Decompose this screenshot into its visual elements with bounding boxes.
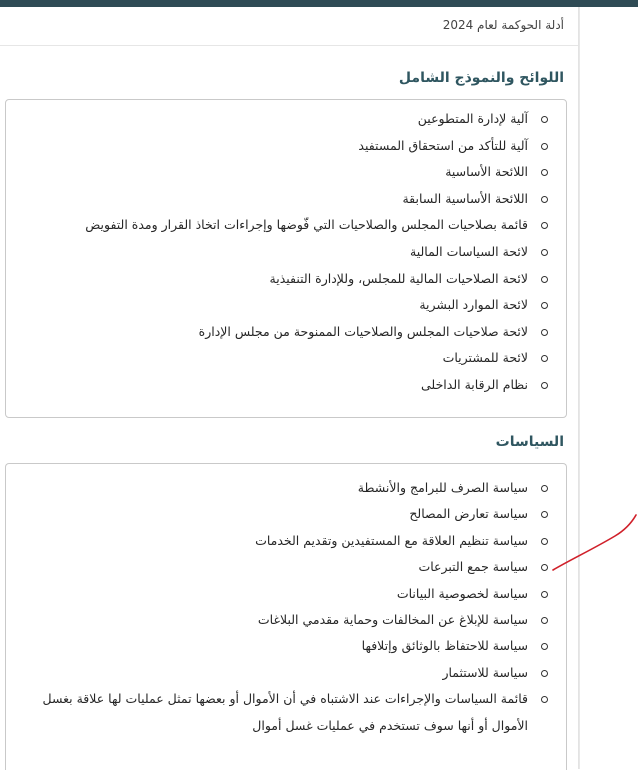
section-title-regulations: اللوائح والنموذج الشامل [398,70,564,86]
item-label: لائحة الموارد البشرية [419,297,528,313]
list-item[interactable] [6,239,566,266]
item-label: لائحة للمشتريات [442,350,528,366]
list-item[interactable] [6,319,566,346]
list-item[interactable] [6,528,566,554]
bullet-icon [541,485,548,492]
bullet-icon [541,696,548,703]
bullet-icon [541,538,548,545]
list-item[interactable] [6,345,566,372]
item-label: نظام الرقابة الداخلى [421,376,528,392]
list-item[interactable] [6,106,566,133]
bullet-icon [541,329,548,336]
section-title-policies: السياسات [495,434,564,450]
list-item[interactable] [6,554,566,580]
list-item[interactable] [6,475,566,501]
bullet-icon [541,511,548,518]
bullet-icon [541,143,548,150]
list-item[interactable] [6,133,566,160]
list-item[interactable] [6,607,566,633]
breadcrumb-label[interactable]: أدلة الحوكمة لعام 2024 [442,18,564,32]
right-gutter [579,7,638,769]
bullet-icon [541,591,548,598]
bullet-icon [541,617,548,624]
bullet-icon [541,355,548,362]
bullet-icon [541,276,548,283]
policies-list [6,464,566,739]
bullet-icon [541,249,548,256]
item-label: آلية لإدارة المتطوعين [417,111,528,126]
bullet-icon [541,670,548,677]
item-label: سياسة الصرف للبرامج والأنشطة [357,480,528,495]
bullet-icon [541,302,548,309]
regulations-list [6,100,566,399]
policies-list-box [5,463,567,770]
bullet-icon [541,382,548,389]
list-item[interactable] [6,212,566,239]
bullet-icon [541,564,548,571]
item-label: لائحة صلاحيات المجلس والصلاحيات الممنوحة من مجلس الإدارة [198,323,528,339]
item-label: سياسة تنظيم العلاقة مع المستفيدين وتقديم الخدمات [255,532,528,548]
item-label: آلية للتأكد من استحقاق المستفيد [358,137,528,153]
list-item[interactable] [6,266,566,293]
list-item[interactable] [6,501,566,527]
list-item[interactable] [6,581,566,607]
item-label: اللائحة الأساسية السابقة [402,190,528,206]
item-label: اللائحة الأساسية [445,164,528,180]
bullet-icon [541,196,548,203]
item-label: قائمة بصلاحيات المجلس والصلاحيات التي فّوضها وإجراءات اتخاذ القرار ومدة التفويض [85,217,528,233]
bullet-icon [541,169,548,176]
item-label: سياسة جمع التبرعات [418,559,528,575]
item-label: سياسة تعارض المصالح [409,506,528,522]
list-item[interactable] [6,186,566,213]
item-label: سياسة للاحتفاظ بالوثائق وإتلافها [361,638,528,654]
list-item[interactable] [6,159,566,186]
list-item[interactable] [6,686,566,739]
bullet-icon [541,643,548,650]
top-header-bar [0,0,638,7]
list-item[interactable] [6,660,566,686]
regulations-list-box [5,99,567,418]
list-item[interactable] [6,633,566,659]
list-item[interactable] [6,372,566,399]
item-label: سياسة للاستثمار [442,664,528,680]
item-label: قائمة السياسات والإجراءات عند الاشتباه في أن الأموال أو بعضها تمثل عمليات لها علاقة بغسل الأموال أو أنها سوف تستخدم في عمليات غسل أموال [42,691,528,733]
bullet-icon [541,116,548,123]
bullet-icon [541,222,548,229]
item-label: لائحة الصلاحيات المالية للمجلس، وللإدارة التنفيذية [269,270,528,286]
item-label: سياسة للإبلاغ عن المخالفات وحماية مقدمي البلاغات [257,611,528,627]
list-item[interactable] [6,292,566,319]
main-content [0,7,579,769]
item-label: لائحة السياسات المالية [410,243,528,259]
breadcrumb [0,7,578,46]
item-label: سياسة لخصوصية البيانات [396,585,528,601]
